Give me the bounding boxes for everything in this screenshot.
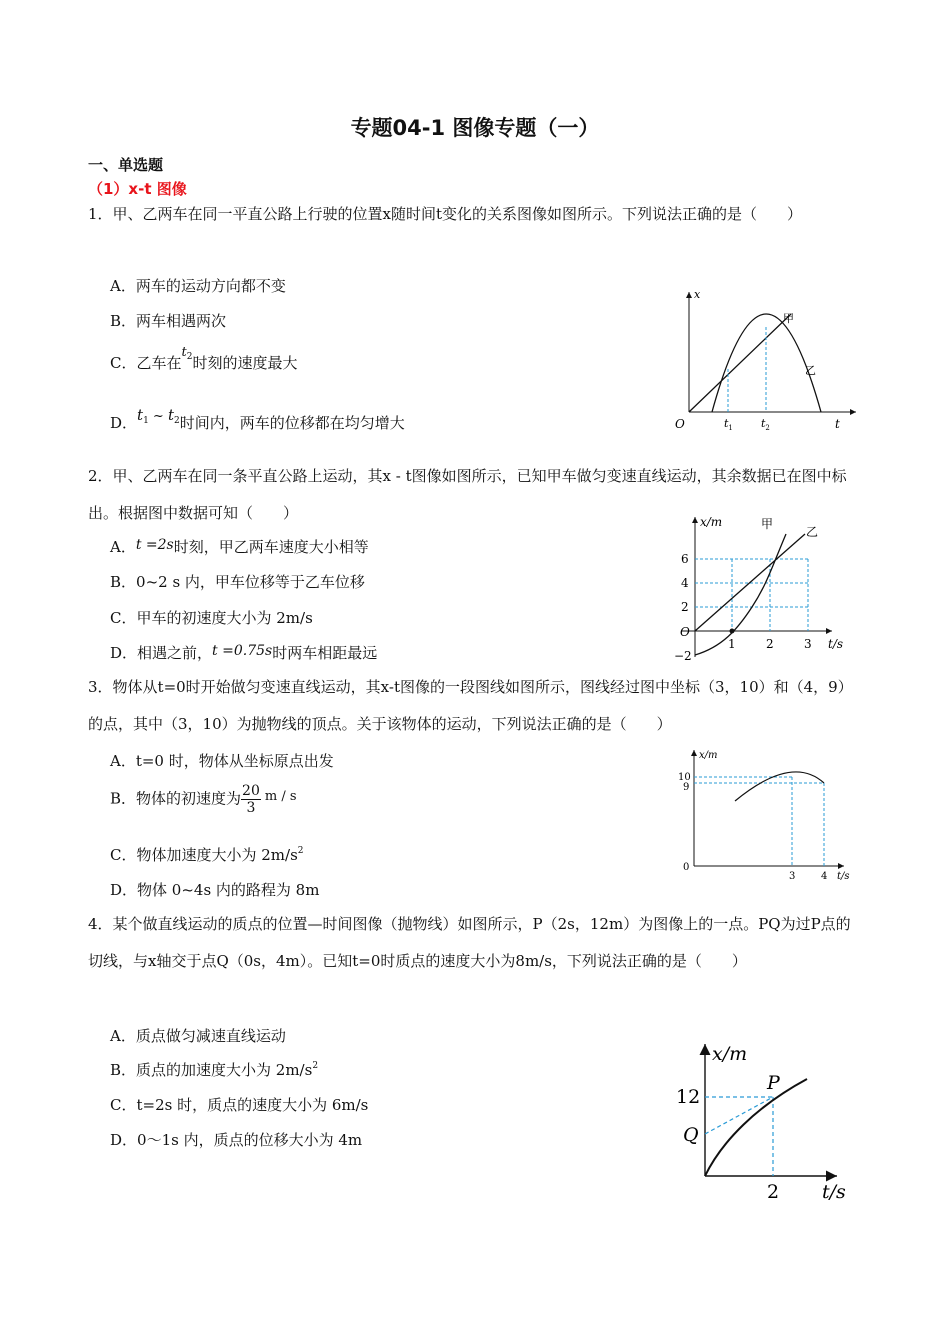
q3-x-label: x/m: [699, 750, 718, 761]
q2-d-label: D．: [110, 644, 138, 662]
q1-d-sub2: 2: [174, 416, 180, 426]
q1-t-label: t: [835, 417, 840, 431]
q2-xtick-2: 2: [766, 637, 774, 651]
q1-d-post: 时间内，两车的位移都在均匀增大: [179, 414, 405, 432]
q1-option-a[interactable]: A．两车的运动方向都不变: [110, 277, 286, 295]
q4-option-a[interactable]: A．质点做匀减速直线运动: [110, 1027, 286, 1045]
q2-xtick-3: 3: [804, 637, 812, 651]
q3-b-unit: m / s: [264, 788, 297, 804]
q1-d-label: D．: [110, 414, 138, 432]
q3-option-b[interactable]: [110, 783, 297, 816]
q2-grid: [695, 559, 808, 631]
q4-xtick-2: 2: [767, 1181, 780, 1203]
q1-graph: [664, 284, 864, 434]
q2-option-c[interactable]: C．甲车的初速度大小为 2m/s: [110, 609, 313, 627]
q1-option-b[interactable]: B．两车相遇两次: [110, 312, 227, 330]
q1-yi-label: 乙: [805, 364, 816, 377]
q1-c-var: t: [181, 345, 187, 360]
q2-origin: O: [680, 625, 690, 639]
q1-d-tilde: ~: [148, 409, 168, 424]
section-heading: 一、单选题: [88, 156, 164, 174]
q1-c-label: C．: [110, 354, 137, 372]
q1-origin: O: [675, 417, 685, 431]
q3-xtick-3: 3: [789, 871, 796, 882]
q1-line-jia: [689, 314, 791, 412]
q2-x-label: x/m: [700, 515, 723, 529]
q2-option-b[interactable]: B．0~2 s 内，甲车位移等于乙车位移: [110, 573, 365, 591]
q2-d-post: 时两车相距最远: [272, 644, 378, 662]
q3-t-label: t/s: [837, 871, 850, 882]
q2-yi-label: 乙: [806, 525, 819, 539]
q2-graph: [672, 512, 858, 662]
subsection-heading: （1）x-t 图像: [88, 180, 187, 198]
q3-xtick-4: 4: [821, 871, 828, 882]
q1-t2-label: $t_2$: [761, 417, 770, 432]
q3-b-label: B．: [110, 789, 137, 808]
question-4-stem: 4．某个做直线运动的质点的位置—时间图像（抛物线）如图所示，P（2s，12m）为图像上的一点。PQ为过P点的切线，与x轴交于点Q（0s，4m）。已知t=0时质点的速度大小为8m/s，下列说法正确的是（ ）: [88, 915, 851, 970]
q4-option-b[interactable]: B．质点的加速度大小为 $2m/s^2$: [110, 1061, 319, 1079]
q2-option-a[interactable]: [110, 536, 369, 557]
q4-curve: [705, 1079, 807, 1176]
q2-jia-label: 甲: [761, 517, 774, 531]
q1-jia-label: 甲: [783, 312, 794, 325]
q2-ytick-neg2: −2: [674, 649, 692, 662]
q3-option-d[interactable]: D．物体 0~4s 内的路程为 8m: [110, 881, 320, 899]
q3-curve: [735, 772, 824, 801]
q3-b-pre: 物体的初速度为: [136, 789, 242, 808]
q3-ytick-10: 10: [678, 772, 691, 783]
q4-ytick-12: 12: [676, 1086, 701, 1108]
q2-option-d[interactable]: [110, 642, 377, 663]
q3-option-a[interactable]: A．t=0 时，物体从坐标原点出发: [110, 752, 334, 770]
q2-a-label: A．: [110, 538, 136, 556]
q3-grid: [694, 777, 824, 866]
q4-option-d[interactable]: D．0～1s 内，质点的位移大小为 4m: [110, 1131, 363, 1149]
q4-q-label: Q: [683, 1124, 699, 1146]
page-title: 专题04-1 图像专题（一）: [350, 116, 600, 140]
q1-d-sub1: 1: [143, 416, 149, 426]
q4-b-sup: 2: [312, 1061, 319, 1071]
q2-ytick-6: 6: [681, 552, 689, 566]
q3-c-sup: 2: [297, 846, 304, 856]
q2-d-math: t =0.75s: [212, 643, 273, 659]
q4-t-label: t/s: [822, 1181, 846, 1203]
q1-d-var1: t: [137, 406, 144, 424]
question-1-stem: 1．甲、乙两车在同一平直公路上行驶的位置x随时间t变化的关系图像如图所示。下列说法正确的是（ ）: [88, 205, 803, 223]
q3-b-fraction: $\frac{20}{3}$: [242, 783, 260, 816]
q3-ytick-9: 9: [683, 782, 690, 793]
q4-x-label: x/m: [712, 1043, 748, 1065]
q4-p-label: P: [767, 1072, 780, 1094]
q1-c-post: 时刻的速度最大: [192, 354, 298, 372]
question-2-stem: 2．甲、乙两车在同一条平直公路上运动，其x - t图像如图所示，已知甲车做匀变速直线运动，其余数据已在图中标出。根据图中数据可知（ ）: [88, 467, 847, 522]
q1-t1-label: $t_1$: [724, 417, 733, 432]
q1-c-pre: 乙车在: [136, 354, 182, 372]
q3-graph: [672, 744, 858, 884]
q2-t-label: t/s: [828, 637, 844, 651]
question-3-stem: 3．物体从t=0时开始做匀变速直线运动，其x-t图像的一段图线如图所示，图线经过图中坐标（3，10）和（4，9）的点，其中（3，10）为抛物线的顶点。关于该物体的运动，下列说法正确的是（ ）: [88, 678, 853, 733]
q2-ytick-4: 4: [681, 576, 689, 590]
q1-x-label: x: [694, 288, 701, 301]
q4-graph: [672, 1036, 852, 1206]
q3-ytick-0: 0: [683, 862, 690, 873]
q4-option-c[interactable]: C．t=2s 时，质点的速度大小为 6m/s: [110, 1096, 369, 1114]
q1-d-var2: t: [167, 406, 174, 424]
q2-point: [730, 629, 735, 634]
q1-option-c[interactable]: [110, 345, 298, 374]
q1-c-sub: 2: [186, 352, 193, 362]
q1-option-d[interactable]: [110, 406, 405, 434]
q2-xtick-1: 1: [728, 637, 736, 651]
q2-d-pre: 相遇之前，: [137, 644, 213, 662]
q3-option-c[interactable]: C．物体加速度大小为 $2m/s^2$: [110, 846, 304, 864]
q2-ytick-2: 2: [681, 600, 689, 614]
q2-a-math: t =2s: [135, 537, 174, 553]
q2-a-post: 时刻，甲乙两车速度大小相等: [173, 538, 369, 556]
